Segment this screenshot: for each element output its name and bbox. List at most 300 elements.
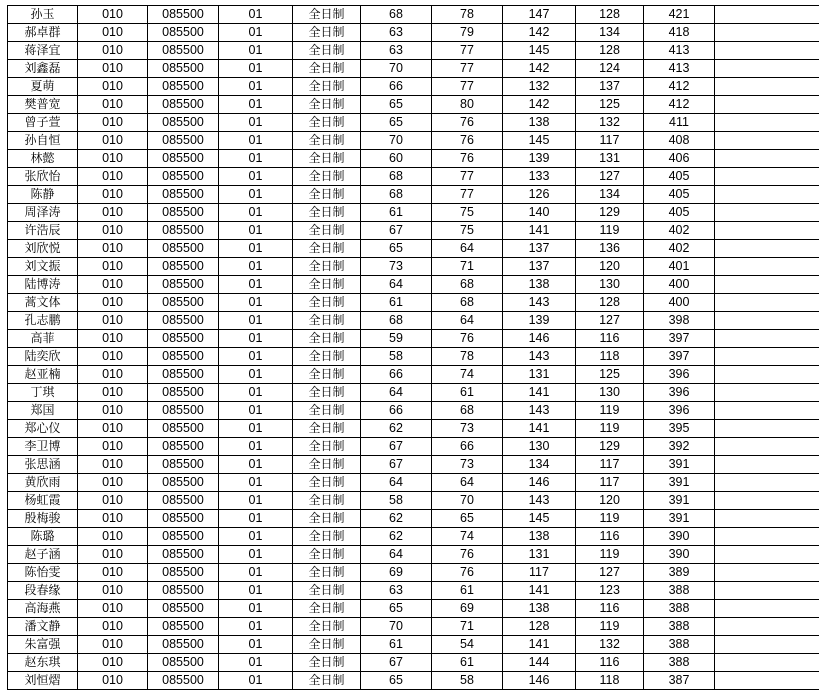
score-subject2-cell: 116 [576, 654, 644, 672]
direction-code-cell: 01 [219, 168, 293, 186]
score-politics-cell: 65 [361, 672, 432, 690]
college-code-cell: 010 [78, 546, 148, 564]
major-code-cell: 085500 [148, 60, 219, 78]
score-subject2-cell: 128 [576, 6, 644, 24]
table-row [8, 384, 819, 402]
study-mode-cell: 全日制 [293, 564, 361, 582]
score-english-cell: 76 [432, 564, 503, 582]
score-politics-cell: 68 [361, 168, 432, 186]
score-subject1-cell: 143 [503, 492, 576, 510]
direction-code-cell: 01 [219, 420, 293, 438]
table-row [8, 240, 819, 258]
direction-code-cell: 01 [219, 546, 293, 564]
college-code-cell: 010 [78, 150, 148, 168]
college-code-cell: 010 [78, 402, 148, 420]
score-subject2-cell: 125 [576, 366, 644, 384]
college-code-cell: 010 [78, 186, 148, 204]
study-mode-cell: 全日制 [293, 150, 361, 168]
blank-cell [715, 654, 819, 672]
name-cell: 夏萌 [8, 78, 78, 96]
score-subject1-cell: 141 [503, 582, 576, 600]
score-subject2-cell: 132 [576, 114, 644, 132]
score-english-cell: 80 [432, 96, 503, 114]
score-subject2-cell: 127 [576, 312, 644, 330]
direction-code-cell: 01 [219, 330, 293, 348]
table-row [8, 564, 819, 582]
score-english-cell: 65 [432, 510, 503, 528]
total-score-cell: 411 [644, 114, 715, 132]
score-subject2-cell: 116 [576, 600, 644, 618]
total-score-cell: 391 [644, 474, 715, 492]
name-cell: 刘恒熠 [8, 672, 78, 690]
major-code-cell: 085500 [148, 510, 219, 528]
score-english-cell: 74 [432, 366, 503, 384]
total-score-cell: 391 [644, 492, 715, 510]
blank-cell [715, 366, 819, 384]
score-politics-cell: 65 [361, 96, 432, 114]
major-code-cell: 085500 [148, 438, 219, 456]
score-subject1-cell: 137 [503, 258, 576, 276]
score-subject1-cell: 134 [503, 456, 576, 474]
score-subject1-cell: 137 [503, 240, 576, 258]
blank-cell [715, 618, 819, 636]
direction-code-cell: 01 [219, 276, 293, 294]
college-code-cell: 010 [78, 132, 148, 150]
score-subject1-cell: 117 [503, 564, 576, 582]
name-cell: 张思涵 [8, 456, 78, 474]
score-subject2-cell: 125 [576, 96, 644, 114]
blank-cell [715, 294, 819, 312]
college-code-cell: 010 [78, 312, 148, 330]
score-english-cell: 76 [432, 546, 503, 564]
score-subject2-cell: 116 [576, 330, 644, 348]
score-english-cell: 77 [432, 60, 503, 78]
score-politics-cell: 65 [361, 240, 432, 258]
score-english-cell: 73 [432, 420, 503, 438]
major-code-cell: 085500 [148, 492, 219, 510]
blank-cell [715, 258, 819, 276]
score-subject2-cell: 127 [576, 168, 644, 186]
study-mode-cell: 全日制 [293, 204, 361, 222]
study-mode-cell: 全日制 [293, 258, 361, 276]
major-code-cell: 085500 [148, 636, 219, 654]
major-code-cell: 085500 [148, 600, 219, 618]
blank-cell [715, 312, 819, 330]
score-politics-cell: 70 [361, 618, 432, 636]
name-cell: 郝卓群 [8, 24, 78, 42]
direction-code-cell: 01 [219, 564, 293, 582]
direction-code-cell: 01 [219, 60, 293, 78]
direction-code-cell: 01 [219, 24, 293, 42]
major-code-cell: 085500 [148, 582, 219, 600]
blank-cell [715, 60, 819, 78]
total-score-cell: 389 [644, 564, 715, 582]
study-mode-cell: 全日制 [293, 420, 361, 438]
score-english-cell: 79 [432, 24, 503, 42]
total-score-cell: 408 [644, 132, 715, 150]
score-english-cell: 75 [432, 204, 503, 222]
study-mode-cell: 全日制 [293, 600, 361, 618]
score-subject2-cell: 123 [576, 582, 644, 600]
direction-code-cell: 01 [219, 618, 293, 636]
name-cell: 朱富强 [8, 636, 78, 654]
college-code-cell: 010 [78, 240, 148, 258]
blank-cell [715, 240, 819, 258]
score-subject1-cell: 138 [503, 114, 576, 132]
score-subject2-cell: 136 [576, 240, 644, 258]
blank-cell [715, 528, 819, 546]
score-subject1-cell: 128 [503, 618, 576, 636]
major-code-cell: 085500 [148, 258, 219, 276]
blank-cell [715, 672, 819, 690]
name-cell: 刘鑫磊 [8, 60, 78, 78]
name-cell: 陈璐 [8, 528, 78, 546]
score-subject2-cell: 117 [576, 132, 644, 150]
study-mode-cell: 全日制 [293, 654, 361, 672]
name-cell: 陆博涛 [8, 276, 78, 294]
blank-cell [715, 132, 819, 150]
total-score-cell: 391 [644, 456, 715, 474]
college-code-cell: 010 [78, 222, 148, 240]
direction-code-cell: 01 [219, 438, 293, 456]
total-score-cell: 396 [644, 384, 715, 402]
blank-cell [715, 384, 819, 402]
direction-code-cell: 01 [219, 600, 293, 618]
score-subject1-cell: 126 [503, 186, 576, 204]
name-cell: 孙玉 [8, 6, 78, 24]
table-row [8, 672, 819, 690]
score-politics-cell: 64 [361, 546, 432, 564]
total-score-cell: 390 [644, 546, 715, 564]
college-code-cell: 010 [78, 348, 148, 366]
college-code-cell: 010 [78, 96, 148, 114]
blank-cell [715, 42, 819, 60]
score-politics-cell: 61 [361, 294, 432, 312]
major-code-cell: 085500 [148, 150, 219, 168]
score-english-cell: 68 [432, 294, 503, 312]
table-row [8, 438, 819, 456]
college-code-cell: 010 [78, 600, 148, 618]
college-code-cell: 010 [78, 420, 148, 438]
direction-code-cell: 01 [219, 294, 293, 312]
college-code-cell: 010 [78, 654, 148, 672]
score-politics-cell: 61 [361, 204, 432, 222]
score-politics-cell: 63 [361, 582, 432, 600]
name-cell: 周泽涛 [8, 204, 78, 222]
blank-cell [715, 330, 819, 348]
table-row [8, 258, 819, 276]
score-politics-cell: 70 [361, 60, 432, 78]
direction-code-cell: 01 [219, 204, 293, 222]
score-english-cell: 71 [432, 258, 503, 276]
score-subject2-cell: 137 [576, 78, 644, 96]
score-english-cell: 73 [432, 456, 503, 474]
blank-cell [715, 438, 819, 456]
score-english-cell: 69 [432, 600, 503, 618]
score-politics-cell: 58 [361, 348, 432, 366]
direction-code-cell: 01 [219, 258, 293, 276]
name-cell: 赵子涵 [8, 546, 78, 564]
total-score-cell: 413 [644, 60, 715, 78]
total-score-cell: 412 [644, 96, 715, 114]
score-subject2-cell: 131 [576, 150, 644, 168]
direction-code-cell: 01 [219, 150, 293, 168]
score-english-cell: 74 [432, 528, 503, 546]
direction-code-cell: 01 [219, 402, 293, 420]
score-politics-cell: 60 [361, 150, 432, 168]
score-subject1-cell: 142 [503, 96, 576, 114]
name-cell: 潘文静 [8, 618, 78, 636]
major-code-cell: 085500 [148, 294, 219, 312]
college-code-cell: 010 [78, 384, 148, 402]
study-mode-cell: 全日制 [293, 312, 361, 330]
score-politics-cell: 63 [361, 42, 432, 60]
blank-cell [715, 510, 819, 528]
blank-cell [715, 420, 819, 438]
total-score-cell: 388 [644, 654, 715, 672]
major-code-cell: 085500 [148, 240, 219, 258]
total-score-cell: 395 [644, 420, 715, 438]
major-code-cell: 085500 [148, 6, 219, 24]
direction-code-cell: 01 [219, 384, 293, 402]
score-english-cell: 71 [432, 618, 503, 636]
table-row [8, 456, 819, 474]
total-score-cell: 398 [644, 312, 715, 330]
table-row [8, 294, 819, 312]
major-code-cell: 085500 [148, 114, 219, 132]
college-code-cell: 010 [78, 510, 148, 528]
table-row [8, 150, 819, 168]
table-row [8, 510, 819, 528]
college-code-cell: 010 [78, 438, 148, 456]
score-subject1-cell: 131 [503, 366, 576, 384]
score-subject1-cell: 146 [503, 672, 576, 690]
study-mode-cell: 全日制 [293, 402, 361, 420]
study-mode-cell: 全日制 [293, 618, 361, 636]
score-subject1-cell: 138 [503, 276, 576, 294]
blank-cell [715, 402, 819, 420]
score-politics-cell: 69 [361, 564, 432, 582]
major-code-cell: 085500 [148, 348, 219, 366]
table-row [8, 312, 819, 330]
study-mode-cell: 全日制 [293, 168, 361, 186]
score-subject1-cell: 145 [503, 42, 576, 60]
study-mode-cell: 全日制 [293, 114, 361, 132]
name-cell: 赵东琪 [8, 654, 78, 672]
direction-code-cell: 01 [219, 492, 293, 510]
score-politics-cell: 73 [361, 258, 432, 276]
score-english-cell: 77 [432, 42, 503, 60]
score-table-body [8, 6, 819, 690]
college-code-cell: 010 [78, 294, 148, 312]
blank-cell [715, 564, 819, 582]
score-subject2-cell: 119 [576, 546, 644, 564]
blank-cell [715, 456, 819, 474]
blank-cell [715, 150, 819, 168]
name-cell: 蒋泽宜 [8, 42, 78, 60]
blank-cell [715, 114, 819, 132]
score-subject1-cell: 139 [503, 150, 576, 168]
score-subject1-cell: 144 [503, 654, 576, 672]
score-subject1-cell: 130 [503, 438, 576, 456]
score-politics-cell: 64 [361, 384, 432, 402]
score-politics-cell: 67 [361, 222, 432, 240]
blank-cell [715, 6, 819, 24]
score-politics-cell: 58 [361, 492, 432, 510]
table-row [8, 276, 819, 294]
score-subject1-cell: 131 [503, 546, 576, 564]
score-subject1-cell: 146 [503, 474, 576, 492]
name-cell: 殷梅骏 [8, 510, 78, 528]
score-english-cell: 77 [432, 186, 503, 204]
score-subject2-cell: 118 [576, 348, 644, 366]
total-score-cell: 387 [644, 672, 715, 690]
score-subject2-cell: 128 [576, 42, 644, 60]
study-mode-cell: 全日制 [293, 510, 361, 528]
score-english-cell: 61 [432, 582, 503, 600]
name-cell: 刘文振 [8, 258, 78, 276]
score-subject2-cell: 118 [576, 672, 644, 690]
direction-code-cell: 01 [219, 474, 293, 492]
college-code-cell: 010 [78, 42, 148, 60]
score-politics-cell: 70 [361, 132, 432, 150]
score-subject1-cell: 138 [503, 528, 576, 546]
table-row [8, 168, 819, 186]
score-subject1-cell: 145 [503, 132, 576, 150]
score-english-cell: 64 [432, 312, 503, 330]
table-row [8, 492, 819, 510]
score-english-cell: 61 [432, 654, 503, 672]
score-english-cell: 58 [432, 672, 503, 690]
table-row [8, 114, 819, 132]
name-cell: 赵亚楠 [8, 366, 78, 384]
name-cell: 陈静 [8, 186, 78, 204]
direction-code-cell: 01 [219, 348, 293, 366]
score-subject2-cell: 120 [576, 258, 644, 276]
study-mode-cell: 全日制 [293, 330, 361, 348]
blank-cell [715, 474, 819, 492]
score-subject2-cell: 119 [576, 222, 644, 240]
score-subject2-cell: 117 [576, 456, 644, 474]
score-subject1-cell: 132 [503, 78, 576, 96]
college-code-cell: 010 [78, 672, 148, 690]
score-politics-cell: 62 [361, 420, 432, 438]
direction-code-cell: 01 [219, 222, 293, 240]
major-code-cell: 085500 [148, 402, 219, 420]
major-code-cell: 085500 [148, 132, 219, 150]
table-row [8, 420, 819, 438]
total-score-cell: 413 [644, 42, 715, 60]
major-code-cell: 085500 [148, 168, 219, 186]
total-score-cell: 418 [644, 24, 715, 42]
name-cell: 曾子萱 [8, 114, 78, 132]
score-politics-cell: 61 [361, 636, 432, 654]
blank-cell [715, 582, 819, 600]
name-cell: 杨虹霞 [8, 492, 78, 510]
score-english-cell: 76 [432, 132, 503, 150]
study-mode-cell: 全日制 [293, 96, 361, 114]
score-subject2-cell: 127 [576, 564, 644, 582]
score-subject1-cell: 138 [503, 600, 576, 618]
table-row [8, 600, 819, 618]
study-mode-cell: 全日制 [293, 24, 361, 42]
college-code-cell: 010 [78, 258, 148, 276]
study-mode-cell: 全日制 [293, 636, 361, 654]
table-row [8, 60, 819, 78]
score-subject1-cell: 143 [503, 402, 576, 420]
major-code-cell: 085500 [148, 654, 219, 672]
direction-code-cell: 01 [219, 456, 293, 474]
study-mode-cell: 全日制 [293, 222, 361, 240]
total-score-cell: 400 [644, 294, 715, 312]
total-score-cell: 391 [644, 510, 715, 528]
name-cell: 樊普宽 [8, 96, 78, 114]
total-score-cell: 397 [644, 348, 715, 366]
blank-cell [715, 600, 819, 618]
major-code-cell: 085500 [148, 96, 219, 114]
study-mode-cell: 全日制 [293, 132, 361, 150]
score-subject2-cell: 132 [576, 636, 644, 654]
study-mode-cell: 全日制 [293, 366, 361, 384]
table-row [8, 348, 819, 366]
blank-cell [715, 222, 819, 240]
college-code-cell: 010 [78, 330, 148, 348]
score-subject2-cell: 134 [576, 24, 644, 42]
name-cell: 高菲 [8, 330, 78, 348]
major-code-cell: 085500 [148, 330, 219, 348]
score-subject1-cell: 133 [503, 168, 576, 186]
score-english-cell: 78 [432, 348, 503, 366]
name-cell: 许浩辰 [8, 222, 78, 240]
score-subject1-cell: 145 [503, 510, 576, 528]
score-subject2-cell: 130 [576, 384, 644, 402]
college-code-cell: 010 [78, 636, 148, 654]
blank-cell [715, 636, 819, 654]
table-row [8, 366, 819, 384]
direction-code-cell: 01 [219, 366, 293, 384]
major-code-cell: 085500 [148, 312, 219, 330]
score-politics-cell: 66 [361, 366, 432, 384]
study-mode-cell: 全日制 [293, 456, 361, 474]
college-code-cell: 010 [78, 582, 148, 600]
total-score-cell: 388 [644, 636, 715, 654]
score-politics-cell: 62 [361, 510, 432, 528]
college-code-cell: 010 [78, 276, 148, 294]
study-mode-cell: 全日制 [293, 42, 361, 60]
score-politics-cell: 67 [361, 654, 432, 672]
score-english-cell: 78 [432, 6, 503, 24]
study-mode-cell: 全日制 [293, 78, 361, 96]
total-score-cell: 406 [644, 150, 715, 168]
college-code-cell: 010 [78, 564, 148, 582]
score-english-cell: 64 [432, 474, 503, 492]
blank-cell [715, 96, 819, 114]
score-subject1-cell: 143 [503, 294, 576, 312]
table-row [8, 6, 819, 24]
name-cell: 陈怡雯 [8, 564, 78, 582]
major-code-cell: 085500 [148, 420, 219, 438]
college-code-cell: 010 [78, 168, 148, 186]
major-code-cell: 085500 [148, 618, 219, 636]
score-politics-cell: 64 [361, 474, 432, 492]
score-subject2-cell: 119 [576, 618, 644, 636]
study-mode-cell: 全日制 [293, 294, 361, 312]
name-cell: 郑国 [8, 402, 78, 420]
table-row [8, 186, 819, 204]
score-politics-cell: 63 [361, 24, 432, 42]
score-english-cell: 68 [432, 276, 503, 294]
total-score-cell: 405 [644, 168, 715, 186]
